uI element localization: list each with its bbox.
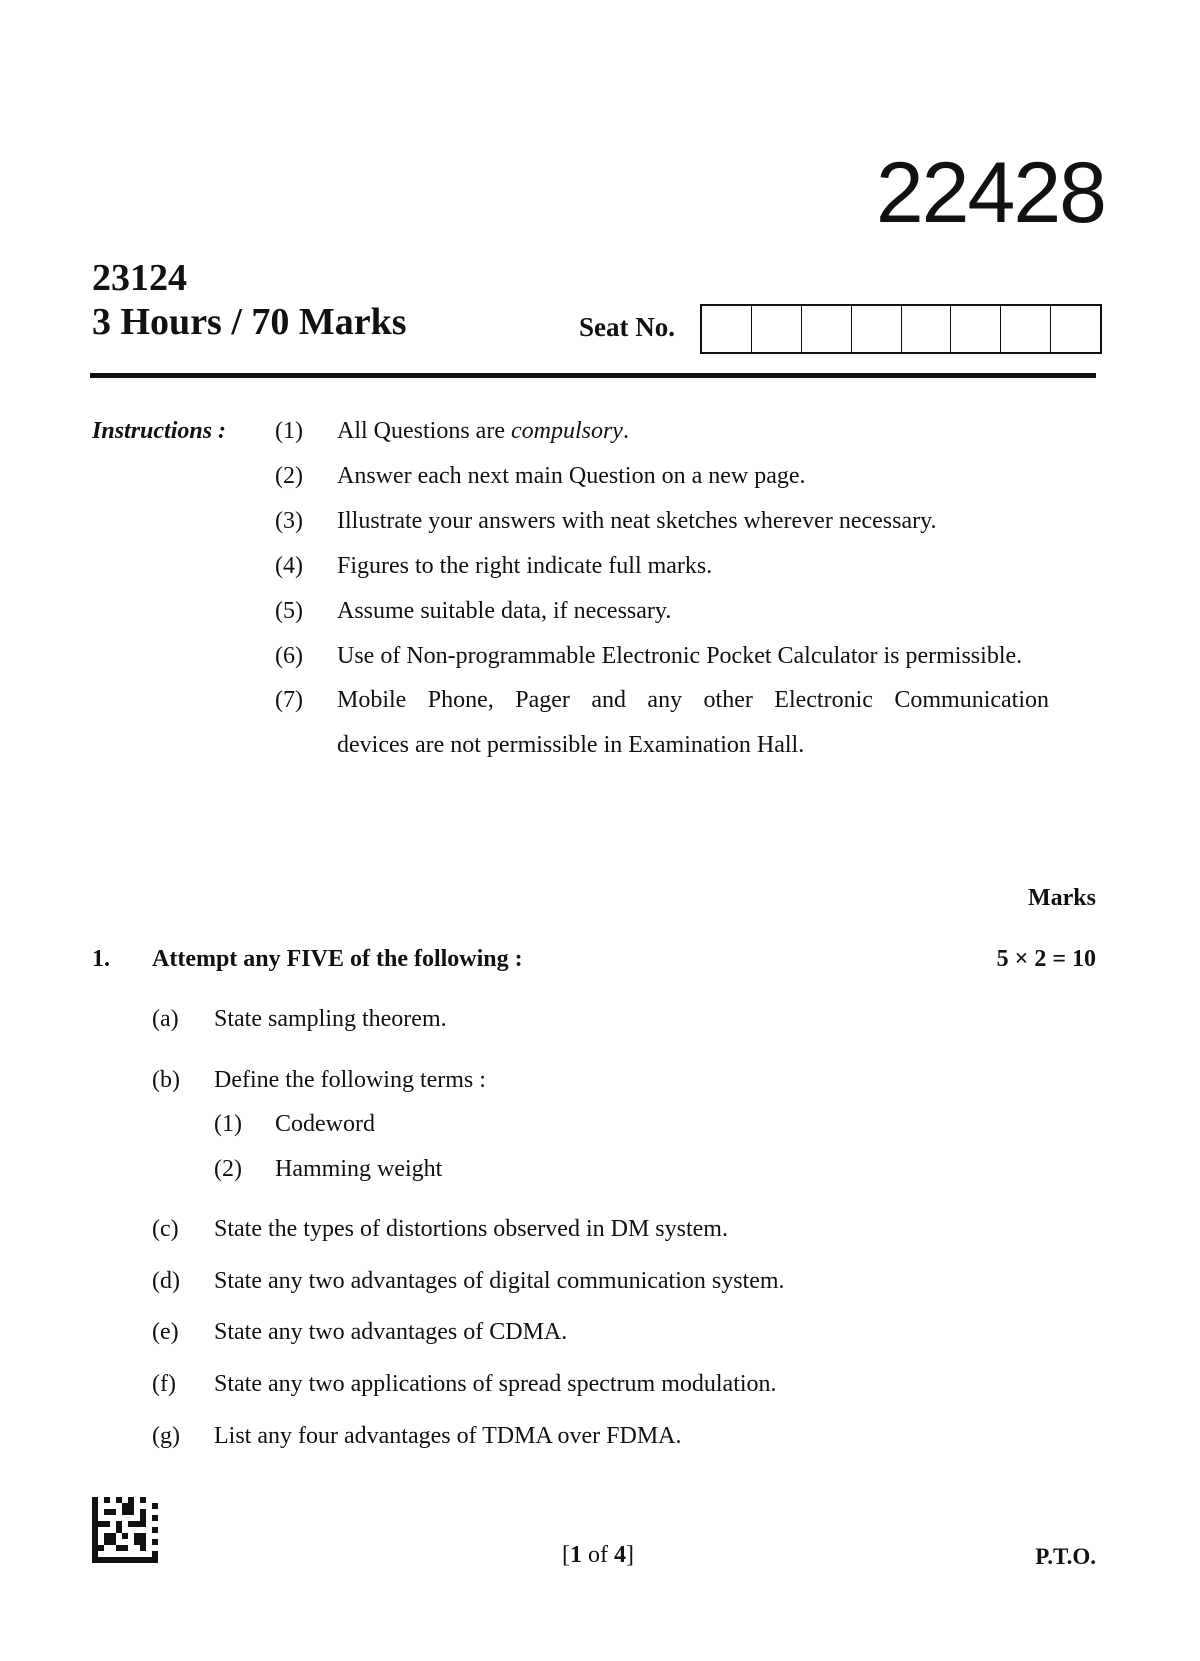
question-marks: 5 × 2 = 10 xyxy=(996,946,1096,972)
sub-question-number: (f) xyxy=(152,1371,176,1397)
sub-question-text: State the types of distortions observed in DM system. xyxy=(214,1216,728,1242)
seat-digit-box[interactable] xyxy=(752,306,802,352)
instruction-number: (4) xyxy=(275,553,303,579)
seat-number-label: Seat No. xyxy=(579,312,675,342)
instruction-number: (6) xyxy=(275,643,303,669)
seat-number-boxes[interactable] xyxy=(700,304,1102,354)
paper-code: 22428 xyxy=(875,145,1105,241)
instruction-text: All Questions are compulsory. xyxy=(337,418,629,444)
instructions-label: Instructions : xyxy=(92,418,227,444)
sub-question-text: State any two advantages of digital communication system. xyxy=(214,1268,785,1294)
seat-digit-box[interactable] xyxy=(802,306,852,352)
sub-question-number: (g) xyxy=(152,1423,180,1449)
sub-question-number: (b) xyxy=(152,1067,180,1093)
term-text: Hamming weight xyxy=(275,1156,443,1182)
instruction-number: (1) xyxy=(275,418,303,444)
instruction-text: Figures to the right indicate full marks. xyxy=(337,553,713,579)
sub-question-number: (c) xyxy=(152,1216,179,1242)
instruction-number: (2) xyxy=(275,463,303,489)
term-number: (2) xyxy=(214,1156,242,1182)
datamatrix-barcode xyxy=(92,1497,158,1563)
seat-digit-box[interactable] xyxy=(852,306,902,352)
header-divider xyxy=(90,373,1096,378)
subject-code: 23124 xyxy=(92,257,187,299)
sub-question-text: State any two advantages of CDMA. xyxy=(214,1319,568,1345)
sub-question-number: (a) xyxy=(152,1006,179,1032)
instruction-text: Illustrate your answers with neat sketches wherever necessary. xyxy=(337,508,937,534)
instruction-text: Assume suitable data, if necessary. xyxy=(337,598,672,624)
instruction-text: Use of Non-programmable Electronic Pocket Calculator is permissible. xyxy=(337,643,1023,669)
sub-question-text: Define the following terms : xyxy=(214,1067,486,1093)
sub-question-text: State any two applications of spread spectrum modulation. xyxy=(214,1371,777,1397)
sub-question-number: (d) xyxy=(152,1268,180,1294)
instruction-text: Mobile Phone, Pager and any other Electronic Communication xyxy=(337,687,1049,713)
question-number: 1. xyxy=(92,946,110,972)
marks-column-heading: Marks xyxy=(1028,885,1096,911)
please-turn-over: P.T.O. xyxy=(1035,1544,1096,1569)
sub-question-text: List any four advantages of TDMA over FDMA. xyxy=(214,1423,682,1449)
seat-digit-box[interactable] xyxy=(1001,306,1051,352)
page-indicator: [1 of 4] xyxy=(562,1542,634,1568)
term-number: (1) xyxy=(214,1111,242,1137)
seat-digit-box[interactable] xyxy=(1051,306,1100,352)
instruction-number: (7) xyxy=(275,687,303,713)
term-text: Codeword xyxy=(275,1111,375,1137)
instruction-text-continued: devices are not permissible in Examination Hall. xyxy=(337,732,805,758)
instruction-text: Answer each next main Question on a new page. xyxy=(337,463,806,489)
seat-digit-box[interactable] xyxy=(702,306,752,352)
instruction-number: (3) xyxy=(275,508,303,534)
sub-question-number: (e) xyxy=(152,1319,179,1345)
seat-digit-box[interactable] xyxy=(902,306,952,352)
question-text: Attempt any FIVE of the following : xyxy=(152,946,523,972)
seat-digit-box[interactable] xyxy=(951,306,1001,352)
sub-question-text: State sampling theorem. xyxy=(214,1006,447,1032)
emphasis-text: compulsory xyxy=(510,418,623,444)
instruction-number: (5) xyxy=(275,598,303,624)
duration-marks: 3 Hours / 70 Marks xyxy=(92,301,407,343)
